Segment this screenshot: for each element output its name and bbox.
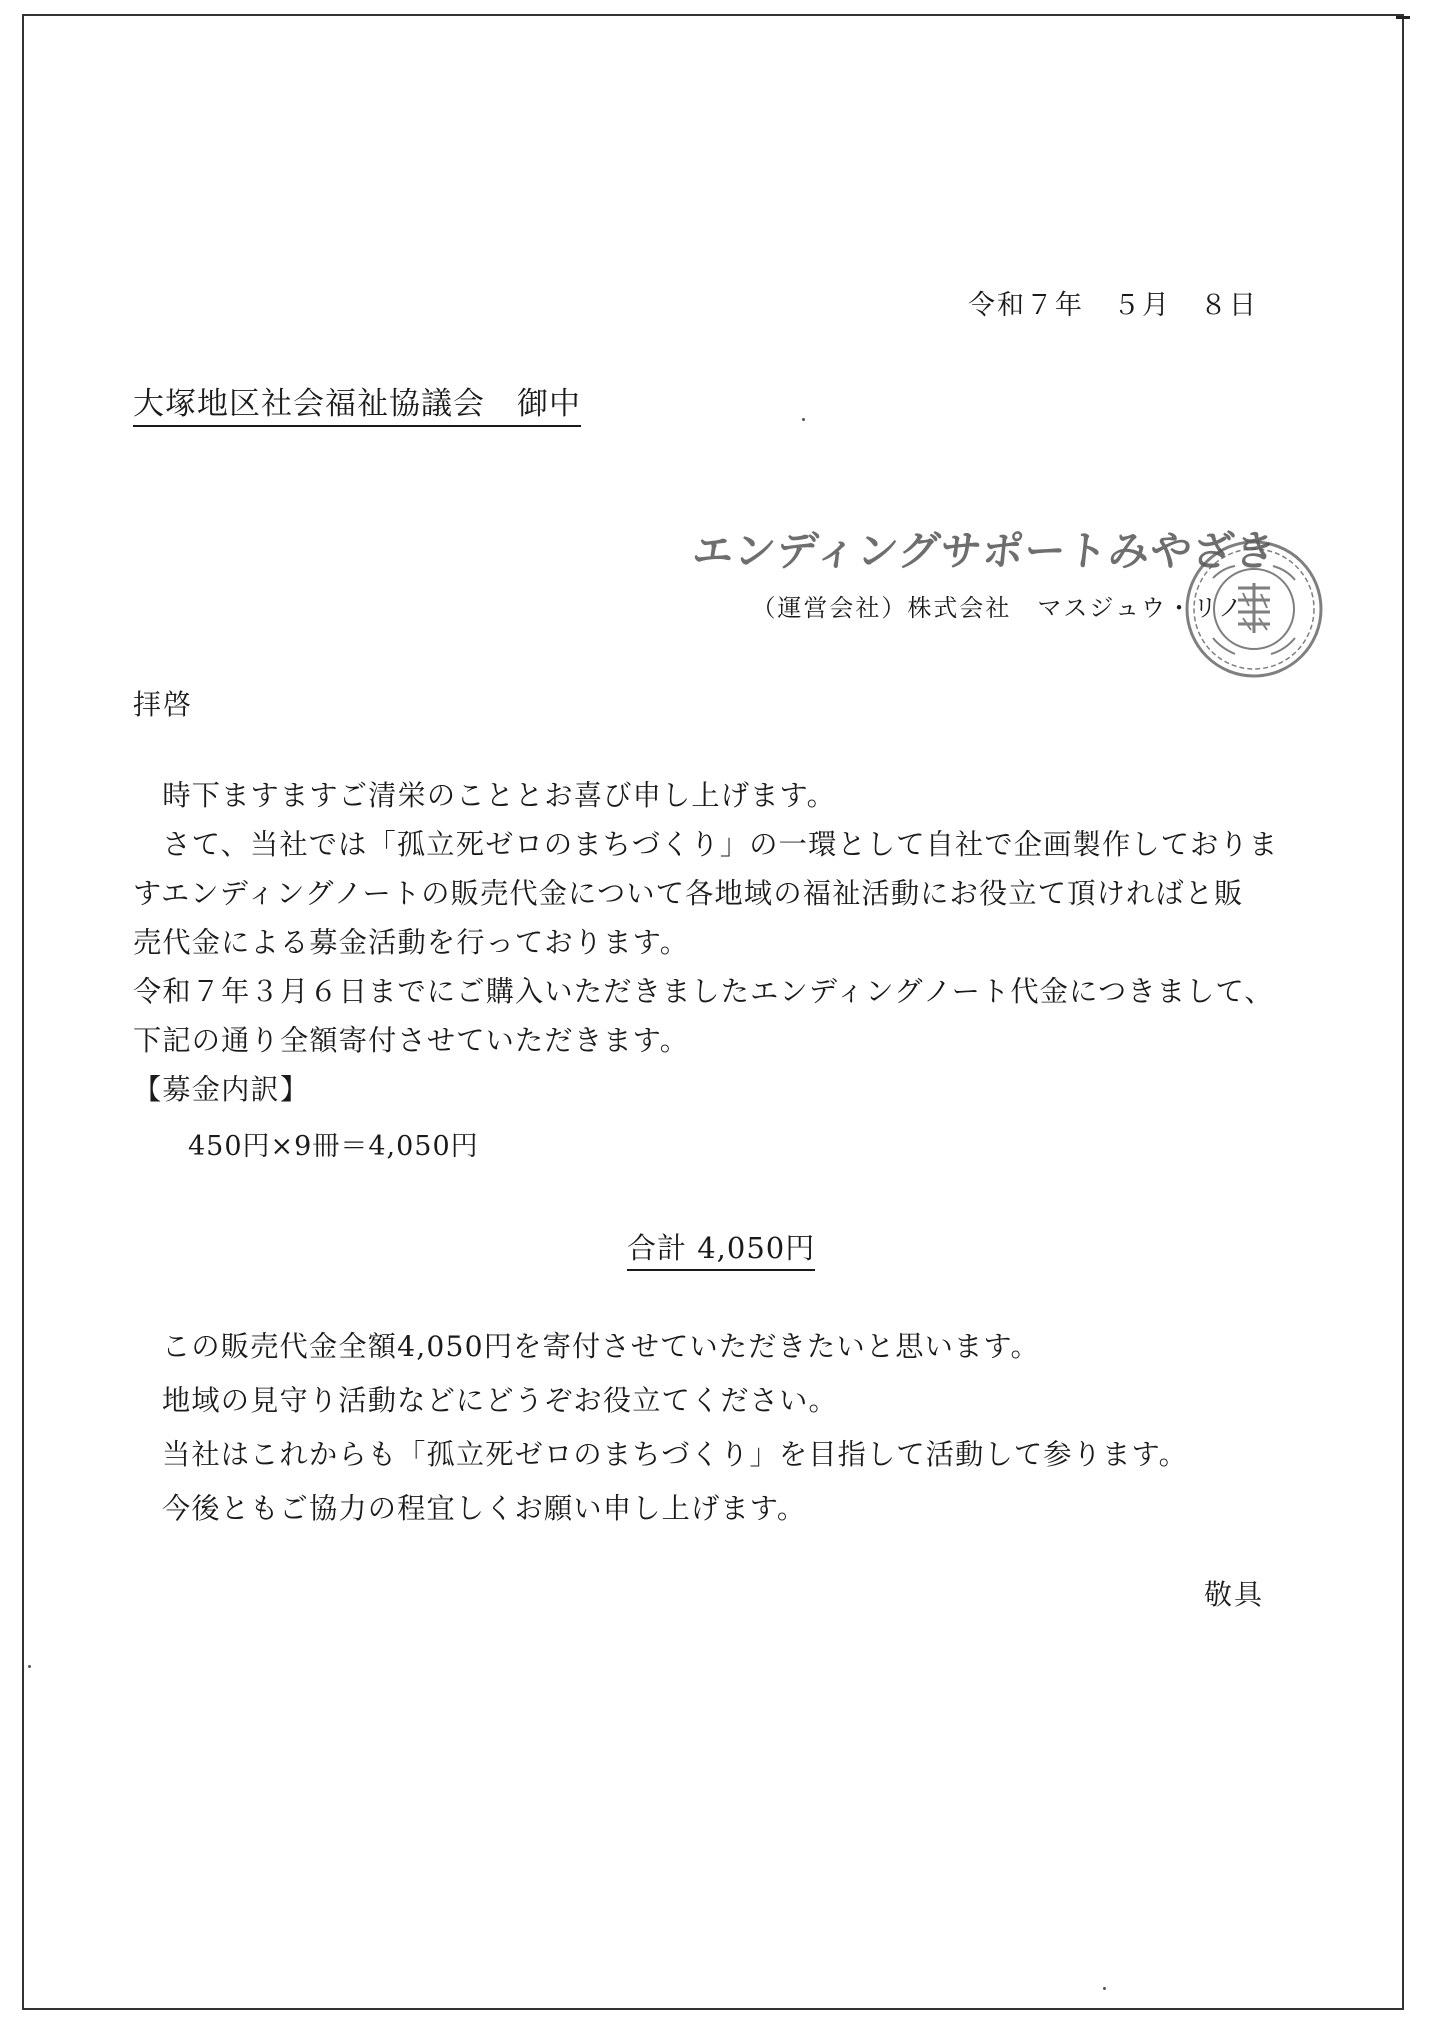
closing-paragraph [162,1320,1188,1536]
letter-date: 令和７年 ５月 ８日 [968,290,1258,321]
scan-speck [28,1665,31,1668]
scan-speck [802,418,805,421]
sender-brand-logo: エンディングサポートみやざき [690,527,1280,575]
recipient-name: 大塚地区社会福祉協議会 御中 [133,378,581,427]
breakdown-heading: 【募金内訳】 [133,1073,310,1106]
body-line: 下記の通り全額寄付させていただきます。 [133,1024,690,1057]
closing-line: 今後ともご協力の程宜しくお願い申し上げます。 [162,1492,807,1525]
sender-company: （運営会社）株式会社 マスジュウ・リノ [751,594,1244,622]
closing-line: この販売代金全額4,050円を寄付させていただきたいと思います。 [162,1330,1040,1363]
salutation: 拝啓 [133,688,194,721]
body-line: すエンディングノートの販売代金について各地域の福祉活動にお役立て頂ければと販 [133,877,1244,910]
corner-mark [1396,16,1410,19]
company-seal-stamp [1183,538,1325,680]
breakdown-item: 450円×9冊＝4,050円 [188,1131,479,1162]
body-line: 令和７年３月６日までにご購入いただきましたエンディングノート代金につきまして、 [133,975,1274,1008]
closing-line: 当社はこれからも「孤立死ゼロのまちづくり」を目指して活動して参ります。 [162,1438,1189,1471]
closing-line: 地域の見守り活動などにどうぞお役立てください。 [162,1384,838,1417]
scan-speck [1103,1987,1106,1990]
closing-keigu: 敬具 [1203,1578,1264,1611]
body-line: 売代金による募金活動を行っております。 [133,926,690,959]
letter-body [133,771,1313,1114]
total-amount: 合計 4,050円 [627,1226,815,1271]
body-line: さて、当社では「孤立死ゼロのまちづくり」の一環として自社で企画製作しておりま [133,828,1279,861]
body-line: 時下ますますご清栄のこととお喜び申し上げます。 [133,779,837,812]
